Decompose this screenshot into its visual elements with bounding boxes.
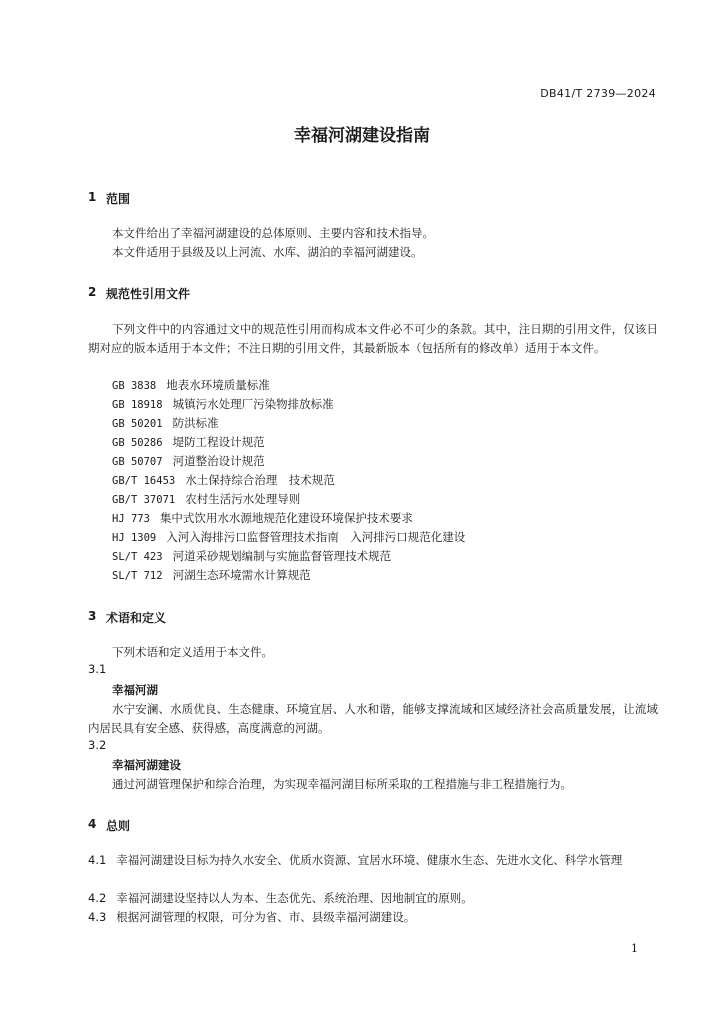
- clause-text: 幸福河湖建设目标为持久水安全、优质水资源、宜居水环境、健康水生态、先进水文化、科学水管理: [116, 853, 623, 867]
- section-number: 3: [88, 609, 97, 623]
- clause-number: 4.1: [88, 853, 107, 867]
- reference-code: GB/T 16453: [112, 475, 176, 487]
- paragraph: 本文件给出了幸福河湖建设的总体原则、主要内容和技术指导。: [112, 226, 434, 240]
- reference-code: GB 50286: [112, 437, 163, 449]
- section-title: 总则: [106, 819, 131, 833]
- paragraph: 下列文件中的内容通过文中的规范性引用而构成本文件必不可少的条款。其中，注日期的引用文件，仅该日期对应的版本适用于本文件；不注日期的引用文件，其最新版本（包括所有的修改单）适用于本文件。: [88, 322, 658, 355]
- reference-code: SL/T 712: [112, 570, 163, 582]
- section-title: 术语和定义: [106, 611, 167, 625]
- document-code: DB41/T 2739—2024: [540, 87, 656, 100]
- reference-item: [112, 377, 270, 393]
- paragraph: 下列术语和定义适用于本文件。: [112, 645, 273, 659]
- reference-name: 农村生活污水处理导则: [185, 492, 301, 506]
- paragraph: 本文件适用于县级及以上河流、水库、湖泊的幸福河湖建设。: [112, 245, 423, 259]
- reference-item: [112, 510, 413, 526]
- reference-code: GB/T 37071: [112, 494, 176, 506]
- section-number: 1: [88, 190, 97, 204]
- reference-name: 地表水环境质量标准: [166, 378, 270, 392]
- reference-item: [112, 396, 334, 412]
- reference-item: [112, 415, 219, 431]
- reference-item: [112, 491, 300, 507]
- reference-item: [112, 567, 311, 583]
- reference-name: 集中式饮用水水源地规范化建设环境保护技术要求: [159, 511, 413, 525]
- clause: [88, 889, 658, 908]
- term-title: 幸福河湖建设: [112, 758, 181, 772]
- term-title: 幸福河湖: [112, 683, 158, 697]
- clause: [88, 851, 658, 870]
- reference-item: [112, 453, 265, 469]
- clause: [88, 908, 658, 927]
- reference-name: 河道整治设计规范: [172, 454, 265, 468]
- term-definition: 通过河湖管理保护和综合治理，为实现幸福河湖目标所采取的工程措施与非工程措施行为。: [112, 777, 572, 791]
- reference-item: [112, 548, 391, 564]
- reference-name: 河湖生态环境需水计算规范: [172, 568, 311, 582]
- reference-name: 堤防工程设计规范: [172, 435, 265, 449]
- term-number: 3.2: [88, 738, 107, 752]
- reference-name: 入河入海排污口监督管理技术指南 入河排污口规范化建设: [166, 530, 466, 544]
- reference-code: GB 18918: [112, 399, 163, 411]
- section-title: 规范性引用文件: [106, 287, 191, 301]
- reference-code: HJ 773: [112, 513, 150, 525]
- reference-name: 城镇污水处理厂污染物排放标准: [172, 397, 334, 411]
- clause-text: 幸福河湖建设坚持以人为本、生态优先、系统治理、因地制宜的原则。: [116, 891, 473, 905]
- clause-text: 根据河湖管理的权限，可分为省、市、县级幸福河湖建设。: [116, 910, 416, 924]
- term-definition: 水宁安澜、水质优良、生态健康、环境宜居、人水和谐，能够支撑流域和区域经济社会高质量发展，让流域内居民具有安全感、获得感，高度满意的河湖。: [88, 702, 658, 735]
- reference-name: 防洪标准: [172, 416, 219, 430]
- reference-item: [112, 472, 335, 488]
- reference-code: HJ 1309: [112, 532, 157, 544]
- reference-name: 河道采砂规划编制与实施监督管理技术规范: [172, 549, 392, 563]
- section-title: 范围: [106, 192, 131, 206]
- reference-name: 水土保持综合治理 技术规范: [185, 473, 335, 487]
- page-number: 1: [631, 942, 638, 955]
- page-title: 幸福河湖建设指南: [294, 126, 430, 146]
- reference-item: [112, 529, 465, 545]
- reference-code: GB 3838: [112, 380, 157, 392]
- term-number: 3.1: [88, 662, 107, 676]
- clause-number: 4.3: [88, 910, 107, 924]
- reference-item: [112, 434, 265, 450]
- clause-number: 4.2: [88, 891, 107, 905]
- section-number: 2: [88, 285, 97, 299]
- reference-code: SL/T 423: [112, 551, 163, 563]
- reference-code: GB 50201: [112, 418, 163, 430]
- reference-code: GB 50707: [112, 456, 163, 468]
- section-number: 4: [88, 817, 97, 831]
